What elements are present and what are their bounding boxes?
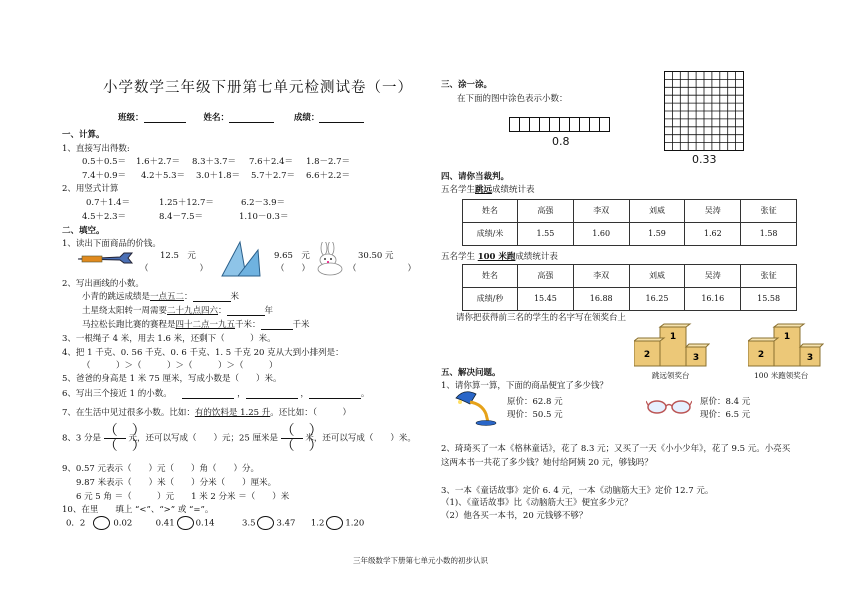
- q-text: 马拉松长跑比赛的赛程是: [82, 320, 176, 330]
- numerator: （ ）: [280, 423, 323, 439]
- q2-2a: 小青的跳远成绩是一点五二： 米: [82, 292, 240, 302]
- q2-6: 6、写出三个接近 1 的小数。 ， ， 。: [62, 389, 370, 399]
- q2-7: [62, 408, 351, 418]
- table-2-caption: [441, 252, 558, 262]
- compare-value: 1.20: [345, 518, 365, 529]
- calc-row-4: [82, 212, 288, 222]
- answer-blank[interactable]: [246, 389, 298, 399]
- hundred-grid[interactable]: [664, 71, 744, 151]
- sprint-table: [462, 264, 797, 311]
- long-jump-table: [462, 199, 797, 246]
- event-name: 100 米跑: [477, 252, 516, 262]
- score-field[interactable]: [319, 113, 364, 123]
- section-5-heading: 五、解决问题。: [441, 368, 501, 378]
- table-cell: 1.60: [573, 223, 629, 246]
- compare-value: 0．2: [66, 518, 86, 529]
- table-cell: 姓名: [463, 200, 518, 223]
- answer-blank[interactable]: [193, 292, 231, 302]
- podium-note: 请你把获得前三名的学生的名字写在领奖台上: [456, 313, 627, 323]
- answer-paren-1[interactable]: （ ）: [140, 264, 209, 274]
- grid-label: 0.33: [692, 153, 717, 166]
- q5-2b: 这两本书一共花了多少钱？她付给阿姨 20 元，够钱吗？: [441, 458, 653, 468]
- compare-value: 1.2: [310, 518, 325, 529]
- answer-blank[interactable]: [227, 306, 265, 316]
- q5-3: 3、一本《童话故事》定价 6. 4 元，一本《动脑筋大王》定价 12.7 元。: [441, 486, 714, 496]
- table-row: [463, 288, 797, 311]
- q1-1: 1、直接写出得数:: [62, 144, 130, 154]
- podium-label-2: 100 米跑领奖台: [754, 371, 809, 380]
- table-cell: 16.16: [685, 288, 741, 311]
- decimal-strip[interactable]: [509, 117, 610, 132]
- q-text: 小青的跳远成绩是: [82, 292, 151, 302]
- section-2-heading: 二、填空。: [62, 226, 105, 236]
- denominator: （ ）: [103, 438, 146, 454]
- q2-9a: 9、0.57 元表示（ ）元（ ）角（ ）分。: [62, 464, 260, 474]
- wrench-icon: [76, 249, 134, 271]
- price-3: 30.50 元: [358, 251, 394, 261]
- q-text: 成绩统计表: [492, 185, 535, 195]
- q2-1: 1、读出下面商品的价钱。: [62, 239, 161, 249]
- underlined-example: 有的饮料是 1.25 升: [194, 408, 271, 418]
- name-field[interactable]: [229, 113, 274, 123]
- compare-circle[interactable]: [177, 516, 194, 530]
- unit: 千米: [292, 320, 310, 330]
- compare-value: 0.02: [113, 518, 133, 529]
- class-label: 班级：: [118, 113, 144, 123]
- podium-number: 2: [643, 350, 651, 360]
- q2-10: 10、在里 填上 “<”、“>” 或 “=”。: [62, 505, 214, 515]
- section-1-heading: 一、计算。: [62, 130, 105, 140]
- calc-item: 1.10－0.3＝: [239, 212, 289, 222]
- answer-blank[interactable]: [182, 389, 234, 399]
- compare-circle[interactable]: [93, 516, 110, 530]
- q2-8: [62, 424, 416, 453]
- table-header-row: [463, 200, 797, 223]
- table-row: [463, 223, 797, 246]
- q5-3b: （2）他各买一本书，20 元钱够不够？: [441, 511, 588, 521]
- podium-long-jump[interactable]: [634, 323, 710, 367]
- q-text: 五名学生: [441, 185, 476, 195]
- answer-paren-3[interactable]: （ ）: [348, 264, 417, 274]
- page-title: 小学数学三年级下册第七单元检测试卷（一）: [103, 80, 413, 96]
- q-text: 成绩统计表: [515, 252, 558, 262]
- q-text: 米，还可以写成（ ）米。: [305, 433, 416, 444]
- podium-number: 1: [783, 332, 791, 342]
- calc-row-1: [82, 157, 350, 167]
- event-name: 跳远: [475, 185, 493, 195]
- q2-9b: 9.87 米表示（ ）米（ ）分米（ ）厘米。: [76, 478, 277, 488]
- table-cell: 1.58: [741, 223, 797, 246]
- lamp-original-price: 原价：62.8 元: [507, 397, 563, 407]
- calc-item: 4.2＋5.3＝: [141, 171, 186, 181]
- table-1-caption: [441, 185, 535, 195]
- price-1: 12.5 元: [160, 251, 196, 261]
- q2-2b: 土星绕太阳转一周需要二十九点四六： 年: [82, 306, 274, 316]
- numerator: （ ）: [103, 423, 146, 439]
- table-cell: 刘威: [629, 265, 685, 288]
- table-cell: 1.55: [518, 223, 574, 246]
- section-3-heading: 三、涂一涂。: [441, 80, 493, 90]
- lamp-current-price: 现价：50.5 元: [507, 410, 563, 420]
- podium-number: 1: [669, 332, 677, 342]
- compare-row: [66, 516, 364, 530]
- table-cell: 高强: [518, 200, 574, 223]
- calc-item: 6.6＋2.2＝: [306, 171, 351, 181]
- calc-row-3: [86, 198, 285, 208]
- compare-value: 3.5: [241, 518, 256, 529]
- table-cell: 吴涛: [685, 200, 741, 223]
- calc-item: 1.8－2.7＝: [306, 157, 351, 167]
- section-3-sub: 在下面的图中涂色表示小数：: [457, 94, 568, 104]
- desk-lamp-icon: [452, 388, 498, 426]
- podium-sprint[interactable]: [748, 323, 824, 367]
- table-cell: 高强: [518, 265, 574, 288]
- podium-number: 3: [692, 353, 700, 363]
- calc-item: 1.6＋2.7＝: [136, 157, 181, 167]
- q2-3: 3、一根绳子 4 米，用去 1.6 米，还剩下（ ）米。: [62, 334, 276, 344]
- calc-item: 8.3＋3.7＝: [192, 157, 237, 167]
- table-cell: 成绩/米: [463, 223, 518, 246]
- strip-label: 0.8: [552, 135, 570, 148]
- q-text: 7、在生活中见过很多小数。比如：: [62, 408, 195, 418]
- compare-value: 0.41: [155, 518, 175, 529]
- q2-5: 5、爸爸的身高是 1 米 75 厘米，写成小数是（ ）米。: [62, 374, 282, 384]
- calc-item: 3.0＋1.8＝: [196, 171, 241, 181]
- denominator: （ ）: [280, 438, 323, 454]
- unit: 千米：: [235, 320, 261, 330]
- table-cell: 15.45: [518, 288, 574, 311]
- q2-9c: 6 元 5 角 ＝（ ）元 1 米 2 分米 ＝（ ）米: [76, 492, 290, 502]
- unit: 米: [230, 292, 240, 302]
- underlined-number: 一点五二: [150, 292, 185, 302]
- unit: 年: [264, 306, 274, 316]
- podium-number: 2: [757, 350, 765, 360]
- table-cell: 16.88: [573, 288, 629, 311]
- calc-item: 8.4－7.5＝: [159, 212, 204, 222]
- calc-item: 1.25＋12.7＝: [159, 198, 214, 208]
- compare-circle[interactable]: [326, 516, 343, 530]
- calc-item: 4.5＋2.3＝: [82, 212, 127, 222]
- compare-value: 3.47: [276, 518, 296, 529]
- q5-3a: （1)、《童话故事》比《动脑筋大王》便宜多少元？: [441, 498, 633, 508]
- underlined-number: 二十九点四六: [167, 306, 219, 316]
- price-2: 9.65 元: [274, 251, 310, 261]
- q-text: 。还比如：（ ）: [270, 408, 352, 418]
- answer-paren-2[interactable]: （ ）: [276, 264, 311, 274]
- calc-row-2: [82, 171, 350, 181]
- calc-item: 6.2－3.9＝: [241, 198, 286, 208]
- compare-circle[interactable]: [257, 516, 274, 530]
- table-cell: 姓名: [463, 265, 518, 288]
- table-cell: 张征: [741, 265, 797, 288]
- score-label: 成绩：: [293, 113, 320, 123]
- table-cell: 1.59: [629, 223, 685, 246]
- calc-item: 7.4＋0.9＝: [82, 171, 127, 181]
- fraction-blank-1[interactable]: [103, 423, 146, 454]
- table-cell: 张征: [741, 200, 797, 223]
- student-info: [118, 113, 364, 123]
- q-text: 五名学生: [441, 252, 478, 262]
- q2-2c: [82, 320, 310, 330]
- q-text: 8、3 分是: [62, 433, 102, 444]
- table-cell: 15.58: [741, 288, 797, 311]
- q2-2: 2、写出画线的小数。: [62, 279, 144, 289]
- class-field[interactable]: [144, 113, 186, 123]
- table-cell: 李双: [573, 200, 629, 223]
- answer-blank[interactable]: [309, 389, 361, 399]
- compare-value: 0.14: [195, 518, 215, 529]
- glasses-original-price: 原价：8.4 元: [700, 397, 751, 407]
- fraction-blank-2[interactable]: [280, 423, 323, 454]
- glasses-icon: [646, 397, 692, 417]
- podium-label-1: 跳远领奖台: [652, 371, 690, 380]
- q2-4b: （ ）＞（ ）＞（ ）＞（ ）: [82, 361, 278, 371]
- section-4-heading: 四、请你当裁判。: [441, 172, 510, 182]
- table-cell: 16.25: [629, 288, 685, 311]
- underlined-number: 四十二点一九五: [175, 320, 236, 330]
- table-cell: 李双: [573, 265, 629, 288]
- table-cell: 刘威: [629, 200, 685, 223]
- q-text: 元，还可以写成（ ）元；25 厘米是: [128, 433, 278, 444]
- calc-item: 0.7＋1.4＝: [86, 198, 131, 208]
- q5-2a: 2、琦琦买了一本《格林童话》，花了 8.3 元；又买了一天《小小少年》，花了 9.5 元。小亮买: [441, 444, 791, 454]
- page-footer: 三年级数学下册第七单元小数的初步认识: [353, 556, 488, 565]
- q-text: 土星绕太阳转一周需要: [82, 306, 168, 316]
- name-label: 姓名：: [203, 113, 229, 123]
- calc-item: 7.6＋2.4＝: [249, 157, 294, 167]
- podium-number: 3: [806, 353, 814, 363]
- rabbit-toy-icon: [312, 242, 346, 276]
- glasses-current-price: 现价：6.5 元: [700, 410, 751, 420]
- table-cell: 吴涛: [685, 265, 741, 288]
- answer-blank[interactable]: [261, 320, 293, 330]
- table-cell: 1.62: [685, 223, 741, 246]
- q1-2: 2、用竖式计算: [62, 184, 119, 194]
- table-header-row: [463, 265, 797, 288]
- triangle-ruler-icon: [218, 240, 262, 278]
- q5-1: 1、请你算一算，下面的商品便宜了多少钱？: [441, 381, 608, 391]
- table-cell: 成绩/秒: [463, 288, 518, 311]
- calc-item: 5.7＋2.7＝: [251, 171, 296, 181]
- q-text: 6、写出三个接近 1 的小数。: [62, 389, 172, 399]
- calc-item: 0.5＋0.5＝: [82, 157, 127, 167]
- q2-4: 4、把 1 千克、0. 56 千克、0. 6 千克、1. 5 千克 20 克从大到小排列是：: [62, 348, 344, 358]
